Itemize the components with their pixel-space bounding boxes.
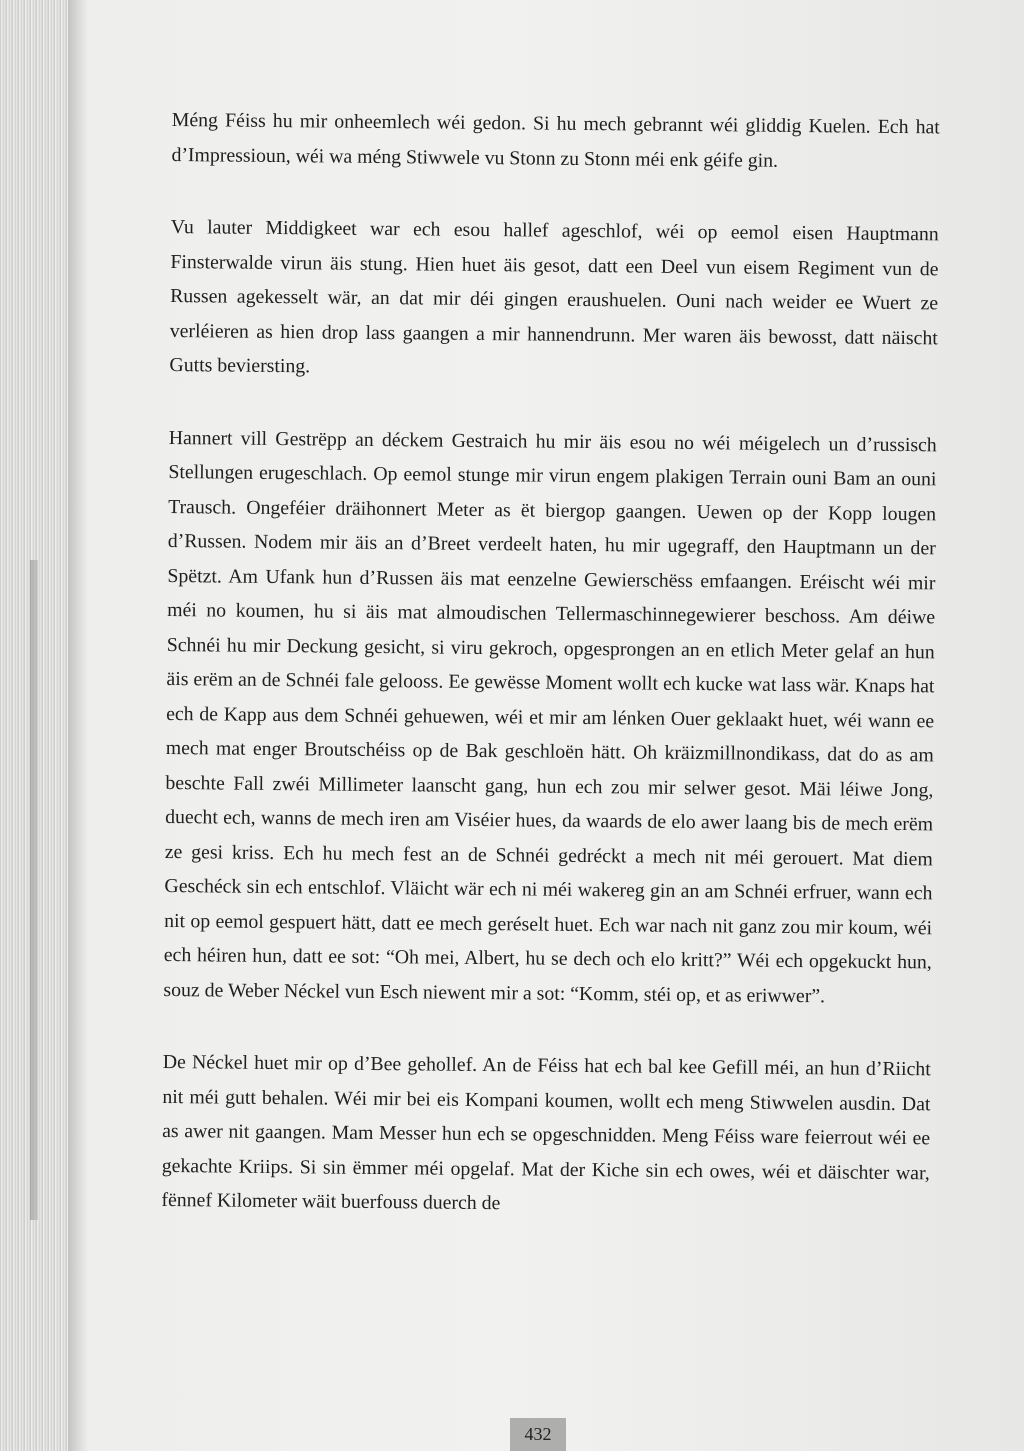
page-number: 432 — [524, 1424, 552, 1444]
paragraph-3: Hannert vill Gestrëpp an déckem Gestraich hu mir äis esou no wéi méigelech un d’russisch Stellungen erugeschlach. Op eemol stunge mir virun engem plakigen Terrain ouni Bam an ouni Trausch. Ongeféier dräihonnert Meter as ët biergop gaangen. Uewen op der Kopp lougen d’Russen. Nodem mir äis an d’Breet verdeelt haten, hu mir ugegraff, den Hauptmann un der Spëtzt. Am Ufank hun d’Russen äis mat eenzelne Gewierschëss emfaangen. Eréischt wéi mir méi no koumen, hu si äis mat almoudischen Tellermaschinnegewierer beschoss. Am déiwe Schnéi hu mir Deckung gesicht, si viru gekroch, opgesprongen an en etlich Meter gelaf an hun äis erëm an de Schnéi fale gelooss. Ee gewësse Moment wollt ech kucke wat lass wär. Knaps hat ech de Kapp aus dem Schnéi gehuewen, wéi et mir am lénken Ouer geklaakt huet, wéi wann ee mech mat enger Broutschéiss op de Bak geschloën hätt. Oh kräizmillnondikass, dat do as am beschte Fall zwéi Millimeter laanscht gang, hun ech zou mir selwer gesot. Mäi léiwe Jong, duecht ech, wanns de mech iren am Viséier hues, da waards de elo awer laang bis de mech erëm ze gesi kriss. Ech hu mech fest an de Schnéi gedréckt a mech nit méi gerouert. Mat diem Geschéck sin ech entschlof. Vläicht wär ech ni méi wakereg gin an am Schnéi erfruer, wann ech nit op eemol gespuert hätt, datt ee mech geréselt huet. Ech war nach nit ganz zou mir koum, wéi ech héiren hun, datt ee sot: “Oh mei, Albert, hu se dech och elo kritt?” Wéi ech opgekuckt hun, souz de Weber Néckel vun Esch niewent mir a sot: “Komm, stéi op, et as eriwwer”. — [163, 426, 937, 1007]
paragraph-4: De Néckel huet mir op d’Bee gehollef. An de Féiss hat ech bal kee Gefill méi, an hun d’Riicht nit méi gutt behalen. Wéi mir bei eis Kompani koumen, wollt ech meng Stiwwelen ausdin. Dat as awer nit gaangen. Mam Messer hun ech se opgeschnidden. Meng Féiss ware feierrout wéi ee gekachte Kriips. Si sin ëmmer méi opgelaf. Mat der Kiche sin ech owes, wéi et däischter war, fënnef Kilometer wäit buerfouss duerch de — [161, 1050, 931, 1215]
page-number-box — [510, 1418, 566, 1451]
paragraph-2: Vu lauter Middigkeet war ech esou hallef ageschlof, wéi op eemol eisen Hauptmann Finsterwalde virun äis stung. Hien huet äis gesot, datt een Deel vun eisem Regiment vun de Russen agekesselt wär, an dat mir déi gingen eraushuelen. Ouni nach weider ee Wuert ze verléieren as hien drop lass gaangen a mir hannendrunn. Mer waren äis bewosst, datt näischt Gutts beviersting. — [169, 215, 939, 378]
page-text-block — [161, 103, 940, 1225]
binding-shadow — [30, 560, 38, 1220]
paragraph-1: Méng Féiss hu mir onheemlech wéi gedon. Si hu mech gebrannt wéi gliddig Kuelen. Ech hat d’Impressioun, wéi wa méng Stiwwele vu Stonn zu Stonn méi enk géife gin. — [171, 108, 940, 172]
